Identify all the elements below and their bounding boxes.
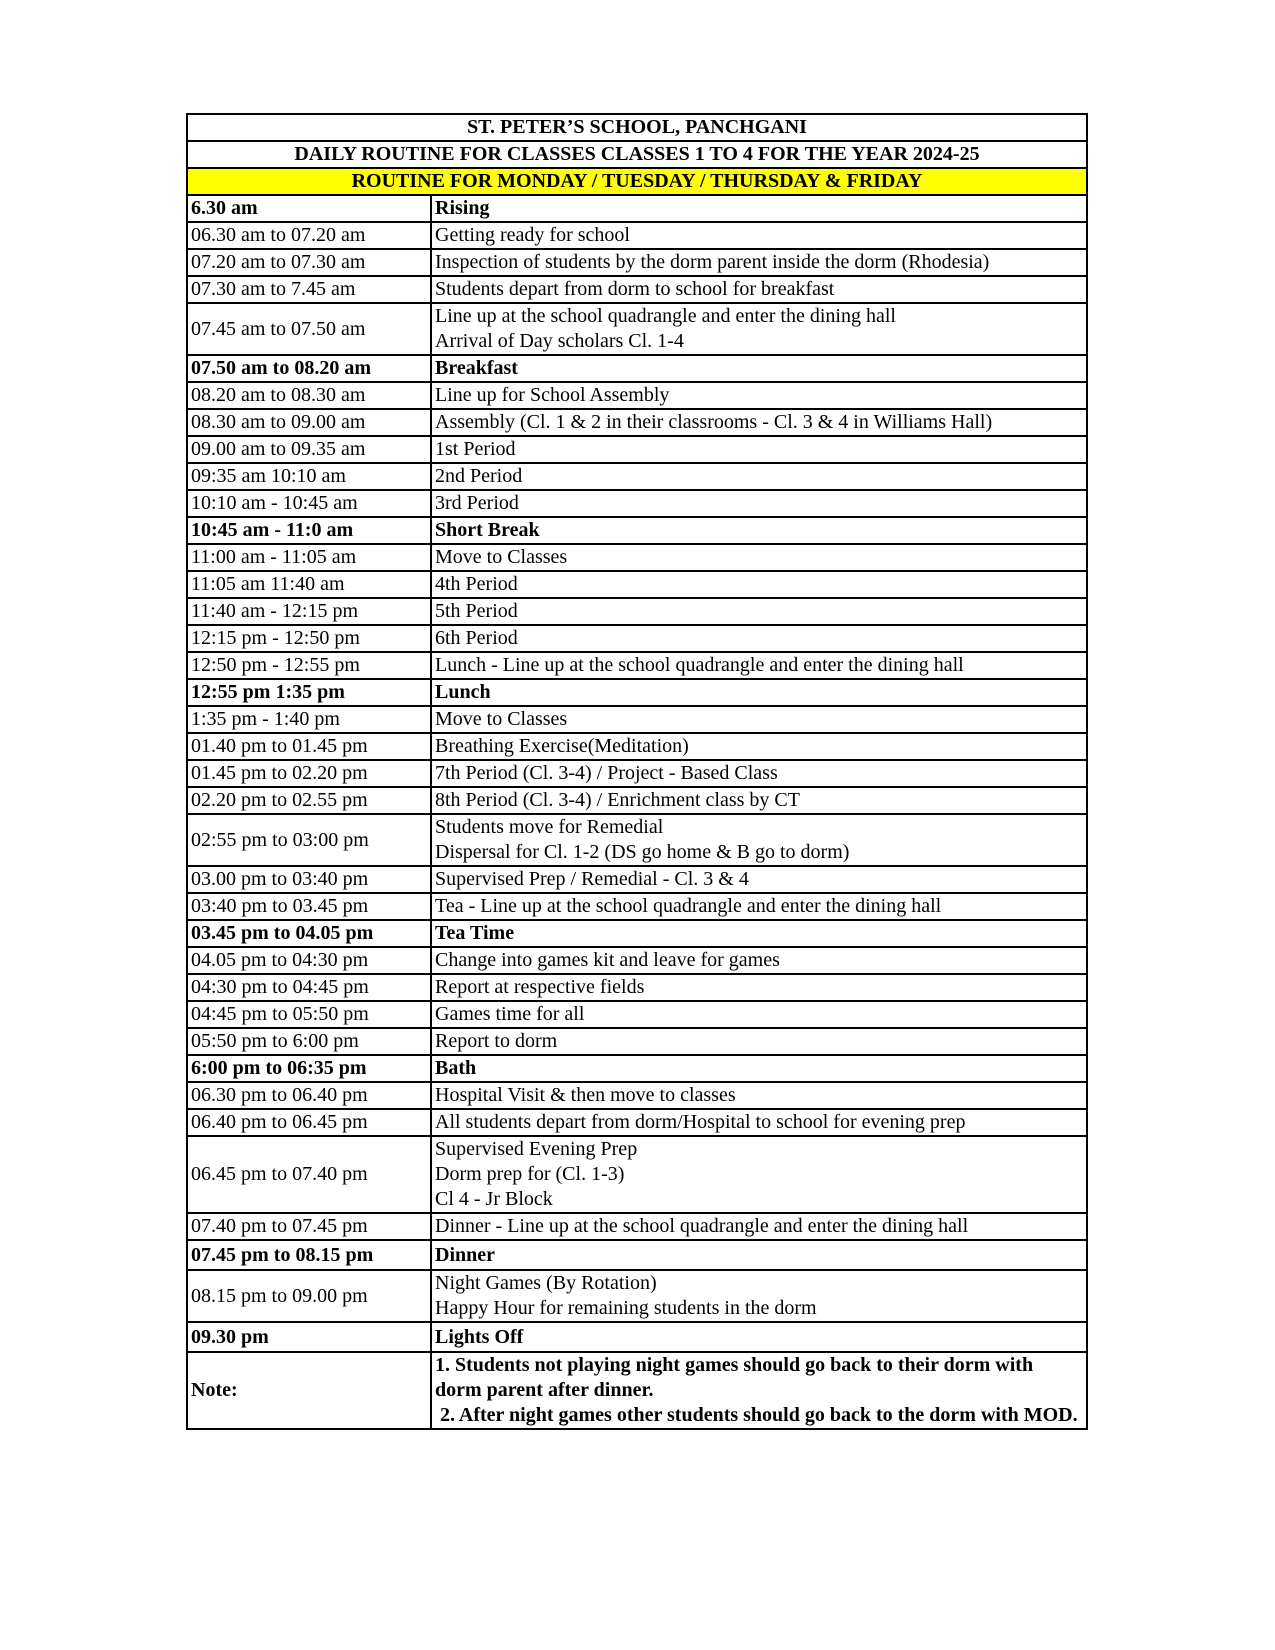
schedule-time: 04.05 pm to 04:30 pm — [187, 947, 431, 974]
schedule-row — [187, 1109, 1087, 1136]
routine-table — [186, 113, 1088, 1430]
schedule-time: 09:35 am 10:10 am — [187, 463, 431, 490]
activity-line: 5th Period — [435, 600, 518, 622]
activity-line: Supervised Prep / Remedial - Cl. 3 & 4 — [435, 868, 749, 890]
schedule-time: 07.50 am to 08.20 am — [187, 355, 431, 382]
schedule-row — [187, 866, 1087, 893]
schedule-time: 6.30 am — [187, 195, 431, 222]
schedule-row — [187, 382, 1087, 409]
note-line: 2. After night games other students should go back to the dorm with MOD. — [435, 1404, 1078, 1426]
schedule-row — [187, 1136, 1087, 1213]
activity-line: Move to Classes — [435, 708, 568, 730]
schedule-time: 08.15 pm to 09.00 pm — [187, 1270, 431, 1322]
activity-line: Happy Hour for remaining students in the dorm — [435, 1297, 817, 1319]
school-name-row — [187, 114, 1087, 141]
schedule-row — [187, 1028, 1087, 1055]
schedule-activity — [431, 436, 1087, 463]
activity-line: Dinner - Line up at the school quadrangle and enter the dining hall — [435, 1215, 969, 1237]
schedule-time: 07.30 am to 7.45 am — [187, 276, 431, 303]
schedule-activity — [431, 517, 1087, 544]
schedule-activity — [431, 1136, 1087, 1213]
schedule-time: 11:40 am - 12:15 pm — [187, 598, 431, 625]
schedule-row — [187, 195, 1087, 222]
activity-line: Night Games (By Rotation) — [435, 1272, 657, 1294]
schedule-row — [187, 222, 1087, 249]
schedule-activity — [431, 947, 1087, 974]
schedule-time: 07.45 pm to 08.15 pm — [187, 1240, 431, 1270]
schedule-time: 04:45 pm to 05:50 pm — [187, 1001, 431, 1028]
activity-line: Rising — [435, 197, 490, 219]
schedule-time: 01.40 pm to 01.45 pm — [187, 733, 431, 760]
schedule-activity — [431, 382, 1087, 409]
activity-line: Cl 4 - Jr Block — [435, 1188, 553, 1210]
schedule-row — [187, 276, 1087, 303]
schedule-time: 1:35 pm - 1:40 pm — [187, 706, 431, 733]
schedule-row — [187, 1270, 1087, 1322]
schedule-row — [187, 893, 1087, 920]
schedule-time: 06.45 pm to 07.40 pm — [187, 1136, 431, 1213]
activity-line: 3rd Period — [435, 492, 519, 514]
schedule-time: 10:10 am - 10:45 am — [187, 490, 431, 517]
schedule-activity — [431, 1082, 1087, 1109]
schedule-activity — [431, 276, 1087, 303]
schedule-row — [187, 974, 1087, 1001]
schedule-time: 11:05 am 11:40 am — [187, 571, 431, 598]
schedule-activity — [431, 1001, 1087, 1028]
activity-line: Assembly (Cl. 1 & 2 in their classrooms - Cl. 3 & 4 in Williams Hall) — [435, 411, 993, 433]
activity-line: Breathing Exercise(Meditation) — [435, 735, 689, 757]
schedule-activity — [431, 706, 1087, 733]
schedule-row — [187, 490, 1087, 517]
schedule-activity — [431, 625, 1087, 652]
routine-title-row — [187, 141, 1087, 168]
schedule-time: 07.20 am to 07.30 am — [187, 249, 431, 276]
schedule-row — [187, 436, 1087, 463]
schedule-time: 02.20 pm to 02.55 pm — [187, 787, 431, 814]
schedule-row — [187, 787, 1087, 814]
schedule-row — [187, 1055, 1087, 1082]
schedule-row — [187, 517, 1087, 544]
activity-line: Line up at the school quadrangle and enter the dining hall — [435, 305, 896, 327]
activity-line: Report at respective fields — [435, 976, 645, 998]
schedule-time: 01.45 pm to 02.20 pm — [187, 760, 431, 787]
schedule-row — [187, 652, 1087, 679]
schedule-activity — [431, 1213, 1087, 1240]
activity-line: 7th Period (Cl. 3-4) / Project - Based Class — [435, 762, 778, 784]
schedule-row — [187, 571, 1087, 598]
schedule-row — [187, 355, 1087, 382]
schedule-row — [187, 625, 1087, 652]
schedule-time: 04:30 pm to 04:45 pm — [187, 974, 431, 1001]
schedule-time: 03:40 pm to 03.45 pm — [187, 893, 431, 920]
schedule-activity — [431, 974, 1087, 1001]
schedule-time: 6:00 pm to 06:35 pm — [187, 1055, 431, 1082]
schedule-time: 12:55 pm 1:35 pm — [187, 679, 431, 706]
schedule-row — [187, 733, 1087, 760]
schedule-activity — [431, 222, 1087, 249]
schedule-row — [187, 760, 1087, 787]
schedule-time: 12:15 pm - 12:50 pm — [187, 625, 431, 652]
schedule-activity — [431, 544, 1087, 571]
schedule-row — [187, 1001, 1087, 1028]
schedule-activity — [431, 195, 1087, 222]
schedule-row — [187, 947, 1087, 974]
schedule-row — [187, 1082, 1087, 1109]
schedule-time: 06.40 pm to 06.45 pm — [187, 1109, 431, 1136]
schedule-time: 07.40 pm to 07.45 pm — [187, 1213, 431, 1240]
schedule-time: 02:55 pm to 03:00 pm — [187, 814, 431, 866]
schedule-activity — [431, 1109, 1087, 1136]
schedule-row — [187, 1240, 1087, 1270]
schedule-row — [187, 463, 1087, 490]
schedule-activity — [431, 463, 1087, 490]
schedule-time: 09.30 pm — [187, 1322, 431, 1352]
schedule-activity — [431, 409, 1087, 436]
schedule-activity — [431, 1055, 1087, 1082]
activity-line: Students move for Remedial — [435, 816, 664, 838]
activity-line: Bath — [435, 1057, 477, 1079]
routine-days-banner: ROUTINE FOR MONDAY / TUESDAY / THURSDAY & FRIDAY — [187, 168, 1087, 195]
activity-line: Hospital Visit & then move to classes — [435, 1084, 736, 1106]
activity-line: Breakfast — [435, 357, 518, 379]
activity-line: 2nd Period — [435, 465, 523, 487]
schedule-time: 10:45 am - 11:0 am — [187, 517, 431, 544]
schedule-row — [187, 1322, 1087, 1352]
schedule-row — [187, 544, 1087, 571]
schedule-time: 11:00 am - 11:05 am — [187, 544, 431, 571]
activity-line: Dispersal for Cl. 1-2 (DS go home & B go to dorm) — [435, 841, 850, 863]
activity-line: Supervised Evening Prep — [435, 1138, 638, 1160]
note-row — [187, 1352, 1087, 1429]
school-name: ST. PETER’S SCHOOL, PANCHGANI — [187, 114, 1087, 141]
routine-title: DAILY ROUTINE FOR CLASSES CLASSES 1 TO 4 FOR THE YEAR 2024-25 — [187, 141, 1087, 168]
schedule-time: 03.00 pm to 03:40 pm — [187, 866, 431, 893]
schedule-activity — [431, 893, 1087, 920]
schedule-row — [187, 706, 1087, 733]
schedule-activity — [431, 814, 1087, 866]
schedule-row — [187, 303, 1087, 355]
schedule-row — [187, 679, 1087, 706]
activity-line: Change into games kit and leave for games — [435, 949, 780, 971]
activity-line: Inspection of students by the dorm parent inside the dorm (Rhodesia) — [435, 251, 990, 273]
schedule-activity — [431, 760, 1087, 787]
activity-line: Line up for School Assembly — [435, 384, 670, 406]
schedule-time: 09.00 am to 09.35 am — [187, 436, 431, 463]
schedule-activity — [431, 490, 1087, 517]
schedule-row — [187, 920, 1087, 947]
schedule-time: 05:50 pm to 6:00 pm — [187, 1028, 431, 1055]
schedule-activity — [431, 787, 1087, 814]
activity-line: Tea Time — [435, 922, 515, 944]
activity-line: All students depart from dorm/Hospital to school for evening prep — [435, 1111, 966, 1133]
activity-line: Report to dorm — [435, 1030, 558, 1052]
activity-line: 6th Period — [435, 627, 518, 649]
activity-line: Lights Off — [435, 1325, 524, 1348]
schedule-row — [187, 249, 1087, 276]
schedule-activity — [431, 1270, 1087, 1322]
activity-line: 8th Period (Cl. 3-4) / Enrichment class by CT — [435, 789, 800, 811]
schedule-activity — [431, 303, 1087, 355]
schedule-activity — [431, 598, 1087, 625]
activity-line: Dinner — [435, 1243, 495, 1266]
activity-line: Dorm prep for (Cl. 1-3) — [435, 1163, 625, 1185]
schedule-activity — [431, 355, 1087, 382]
schedule-activity — [431, 249, 1087, 276]
activity-line: Move to Classes — [435, 546, 568, 568]
note-label: Note: — [187, 1352, 431, 1429]
routine-days-row — [187, 168, 1087, 195]
activity-line: Lunch - Line up at the school quadrangle and enter the dining hall — [435, 654, 964, 676]
schedule-time: 07.45 am to 07.50 am — [187, 303, 431, 355]
activity-line: Getting ready for school — [435, 224, 630, 246]
schedule-time: 03.45 pm to 04.05 pm — [187, 920, 431, 947]
schedule-activity — [431, 1240, 1087, 1270]
schedule-activity — [431, 1028, 1087, 1055]
activity-line: Arrival of Day scholars Cl. 1-4 — [435, 330, 684, 352]
schedule-row — [187, 598, 1087, 625]
note-line: 1. Students not playing night games should go back to their dorm with dorm parent after dinner. — [435, 1354, 1039, 1401]
schedule-time: 06.30 pm to 06.40 pm — [187, 1082, 431, 1109]
schedule-activity — [431, 733, 1087, 760]
schedule-row — [187, 1213, 1087, 1240]
schedule-activity — [431, 652, 1087, 679]
schedule-activity — [431, 920, 1087, 947]
schedule-time: 06.30 am to 07.20 am — [187, 222, 431, 249]
schedule-time: 08.20 am to 08.30 am — [187, 382, 431, 409]
schedule-activity — [431, 679, 1087, 706]
schedule-row — [187, 814, 1087, 866]
activity-line: Short Break — [435, 519, 540, 541]
schedule-time: 08.30 am to 09.00 am — [187, 409, 431, 436]
schedule-row — [187, 409, 1087, 436]
activity-line: Tea - Line up at the school quadrangle and enter the dining hall — [435, 895, 942, 917]
note-text — [431, 1352, 1087, 1429]
schedule-time: 12:50 pm - 12:55 pm — [187, 652, 431, 679]
activity-line: Games time for all — [435, 1003, 585, 1025]
schedule-activity — [431, 866, 1087, 893]
activity-line: 4th Period — [435, 573, 518, 595]
activity-line: Lunch — [435, 681, 491, 703]
schedule-activity — [431, 1322, 1087, 1352]
activity-line: Students depart from dorm to school for breakfast — [435, 278, 835, 300]
activity-line: 1st Period — [435, 438, 516, 460]
schedule-activity — [431, 571, 1087, 598]
